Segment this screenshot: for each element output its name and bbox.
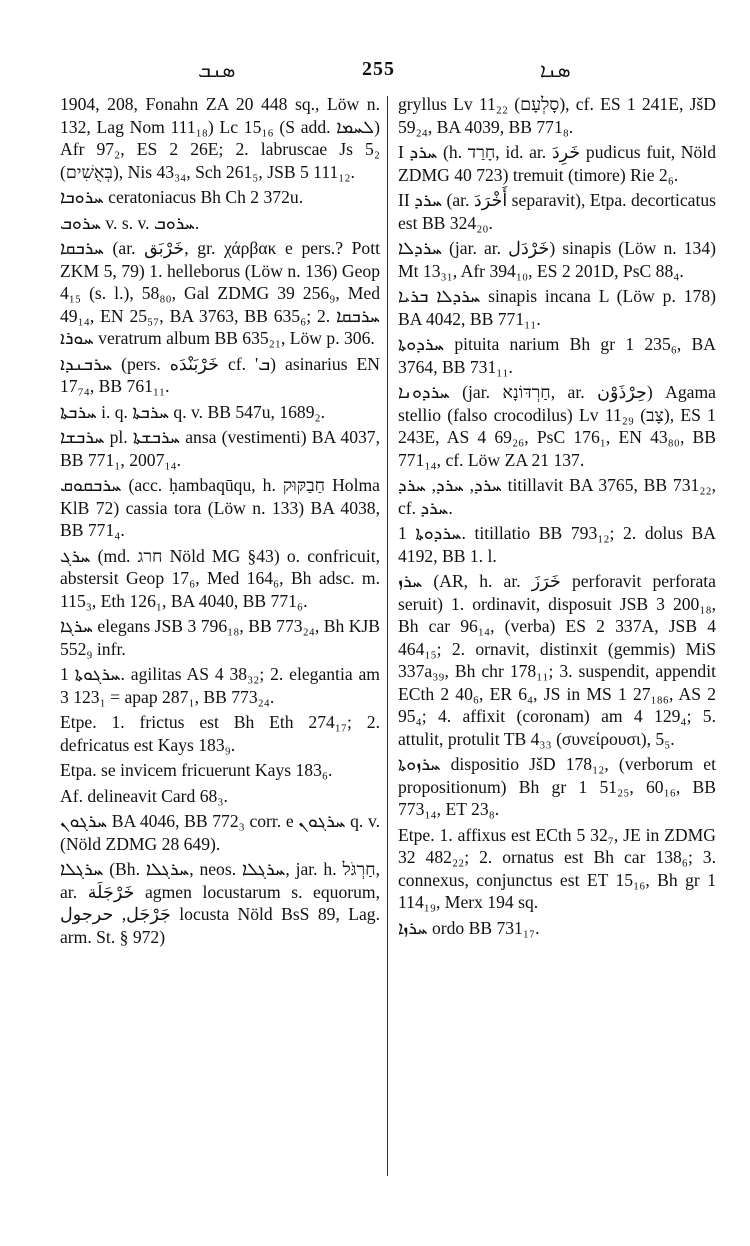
dictionary-entry: ܚܪܕܠܐ (jar. ar. خَرْدَل) sinapis (Löw n. 134) Mt 13₃₁, Afr 394₁₀, ES 2 201D, PsC 88₄. (398, 238, 716, 281)
running-head-right: ܣܢܐ (540, 58, 571, 82)
dictionary-entry: ܚܪܓܠܐ (Bh. ܚܪܓܠܐ, neos. ܚܪܓܠܐ, jar. h. חַרְגֹּל, ar. خَرْجَلَة agmen locustarum s. equorum, جَرْجَل, حرجول locusta Nöld BsS 89, Lag. arm. St. § 972) (60, 859, 380, 947)
running-head-left: ܣܢܒ (198, 58, 236, 82)
dictionary-subentry: Etpe. 1. frictus est Bh Eth 274₁₇; 2. defricatus est Kays 183₉. (60, 712, 380, 755)
column-divider (387, 96, 388, 1176)
dictionary-subentry: Etpa. se invicem fricuerunt Kays 183₆. (60, 760, 333, 780)
page-number: 255 (362, 58, 395, 80)
left-column (60, 93, 380, 951)
dictionary-entry: ܚܪܒܬܐ i. q. ܚܪܒܬܐ q. v. BB 547u, 1689₂. (60, 401, 326, 422)
dictionary-entry: I ܚܪܕ (h. חָרַד, id. ar. خَرِدَ pudicus fuit, Nöld ZDMG 40 723) tremuit (timore) Rie 2₆. (398, 142, 716, 185)
right-column (398, 93, 716, 942)
dictionary-entry: ܚܪܓܘܢ BA 4046, BB 772₃ corr. e ܚܪܓܘܢ q. v. (Nöld ZDMG 28 649). (60, 811, 380, 854)
dictionary-entry: ܚܪܘܒܐ ceratoniacus Bh Ch 2 372u. (60, 187, 304, 207)
dictionary-entry: ܚܪܕܠܐ ܒܪܝܐ sinapis incana L (Löw p. 178) BA 4042, BB 771₁₁. (398, 286, 716, 329)
dictionary-entry: ܚܪܓܐ elegans JSB 3 796₁₈, BB 773₂₄, Bh KJB 552₉ infr. (60, 616, 380, 659)
page-header (0, 58, 750, 88)
dictionary-entry: ܚܪܙܘܬܐ dispositio JšD 178₁₂, (verborum et propositionum) Bh gr 1 51₂₅, 60₁₆, BB 773₁₄, ET 23₈. (398, 754, 716, 819)
dictionary-entry: ܚܪܕ, ܚܪܕ, ܚܪܕ titillavit BA 3765, BB 731₂₂, cf. ܚܪܕ. (398, 475, 716, 518)
dictionary-entry: ܚܪܙ (AR, h. ar. خَرَزَ perforavit perforata seruit) 1. ordinavit, disposuit JSB 3 200₁₈, Bh car 96₁₄, (verba) ES 2 337A, JSB 4 464₁₅; 2. ornavit, distinxit (gemmis) MiS 337a₃₉, Bh chr 178₁₁; 3. suspendit, appendit ECth 2 40₆, ER 6₄, JS in MS 1 27₁₈₆, AS 2 95₄; 4. affixit (coronam) am 4 129₄; 5. attulit, protulit TB 4₃₃ (συνείρουσι), 5₅. (398, 571, 716, 749)
dictionary-subentry: Af. delineavit Card 68₃. (60, 785, 228, 806)
dictionary-entry: ܚܪܒܩܐ (ar. خَرْبَق, gr. χάρβακ e pers.? Pott ZKM 5, 79) 1. helleborus (Löw n. 136) Geop 4₁₅ (s. l.), 58₈₀, Gal ZDMG 39 256₉, Med 49₁₄, EN 25₅₇, BA 3763, BB 635₆; 2. ܚܪܒܩܐ ܚܘܪܐ veratrum album BB 635₂₁, Löw p. 306. (60, 238, 380, 348)
dictionary-entry: ܚܪܒܩܘܩ (acc. ḥambaqūqu, h. חַבַקּוּק Holma KlB 72) cassia tora (Löw n. 133) BA 4038, BB 771₄. (60, 475, 380, 540)
dictionary-entry: ܚܪܒܫܐ pl. ܚܪܒܫܬܐ ansa (vestimenti) BA 4037, BB 771₁, 2007₁₄. (60, 427, 380, 470)
entry-continuation: gryllus Lv 11₂₂ (סָלְעָם), cf. ES 1 241E, JšD 59₂₄, BA 4039, BB 771₈. (398, 94, 716, 137)
dictionary-entry: ܚܪܕܘܢܐ (jar. חַרְדּוֹנָא, ar. حِرْذَوْن) Agama stellio (falso crocodilus) Lv 11₂₉ (צָב), ES 1 243E, AS 4 69₂₆, PsC 176₁, EN 43₈₀, BB 771₁₄, cf. Löw ZA 21 137. (398, 382, 716, 470)
dictionary-entry: ܚܪܘܒ v. s. v. ܚܪܘܒ. (60, 212, 200, 233)
dictionary-entry: ܚܪܕܘܬܐ 1. titillatio BB 793₁₂; 2. dolus BA 4192, BB 1. l. (398, 523, 716, 566)
dictionary-entry: ܚܪܒܢܕܐ (pers. خَرْبَنْدَه cf. 'ܒ) asinarius EN 17₇₄, BB 761₁₁. (60, 353, 380, 396)
dictionary-entry: ܚܪܓܘܬܐ 1. agilitas AS 4 38₃₂; 2. elegantia am 3 123₁ = apap 287₁, BB 773₂₄. (60, 664, 380, 707)
entry-continuation: 1904, 208, Fonahn ZA 20 448 sq., Löw n. 132, Lag Nom 111₁₈) Lc 15₁₆ (S add. ܠܚܡܐ) Afr 97₂, ES 2 26E; 2. labruscae Js 5₂ (בְּאֻשִׁים), Nis 43₃₄, Sch 261₅, JSB 5 111₁₂. (60, 94, 380, 182)
dictionary-entry: ܚܪܙܐ ordo BB 731₁₇. (398, 917, 540, 938)
dictionary-subentry: Etpe. 1. affixus est ECth 5 32₇, JE in ZDMG 32 482₂₂; 2. ornatus est Bh car 138₆; 3. connexus, conjunctus est ET 15₁₆, Bh gr 1 114₁₉, Merx 194 sq. (398, 824, 716, 912)
dictionary-entry: ܚܪܕܘܬܐ pituita narium Bh gr 1 235₆, BA 3764, BB 731₁₁. (398, 334, 716, 377)
dictionary-entry: II ܚܪܕ (ar. أَخْرَدَ separavit), Etpa. decorticatus est BB 324₂₀. (398, 190, 716, 233)
dictionary-entry: ܚܪܓ (md. חרג Nöld MG §43) o. confricuit, abstersit Geop 17₆, Med 164₆, Bh adsc. m. 115₃, Eth 126₁, BA 4040, BB 771₆. (60, 545, 380, 611)
